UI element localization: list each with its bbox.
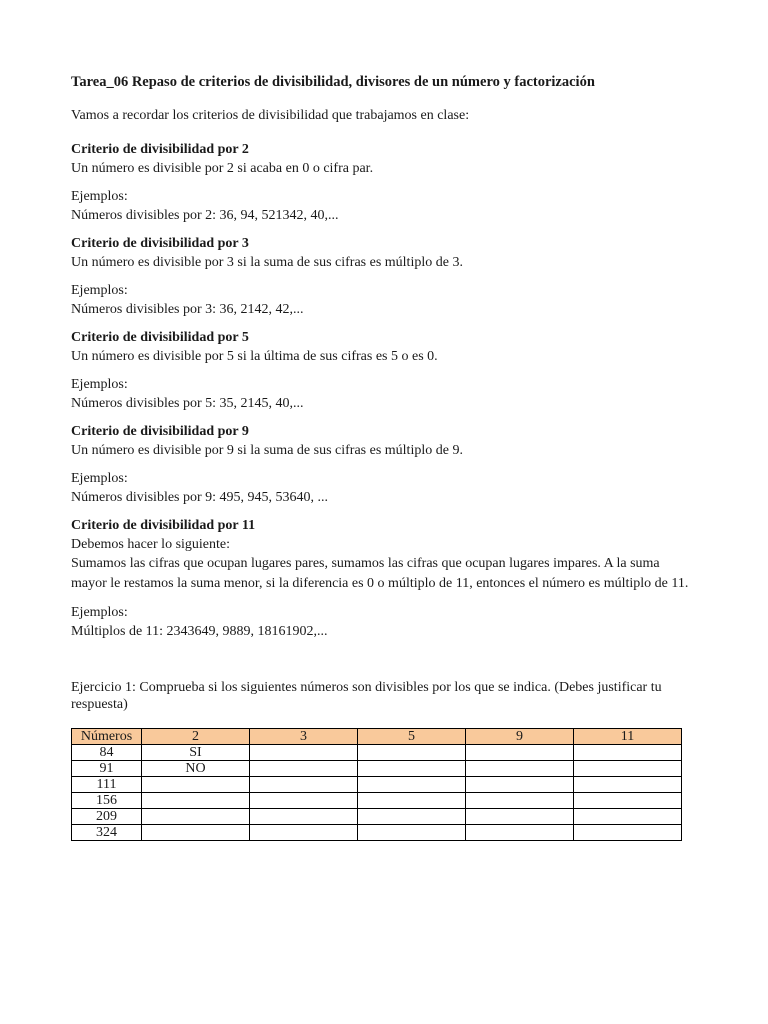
table-header-cell: 9 [466,729,574,745]
examples-list: Números divisibles por 5: 35, 2145, 40,... [71,396,304,411]
table-cell [250,777,358,793]
table-cell [250,761,358,777]
criterion-3 [71,234,696,319]
examples-label: Ejemplos: [71,471,128,486]
table-row [72,825,682,841]
criterion-rule-intro: Debemos hacer lo siguiente: [71,537,231,552]
criterion-9 [71,422,696,507]
table-row [72,793,682,809]
table-header-cell: 5 [358,729,466,745]
divisibility-table [71,728,682,841]
criterion-11 [71,516,696,641]
table-cell [358,745,466,761]
table-header-cell: Números [72,729,142,745]
table-row [72,761,682,777]
table-row [72,777,682,793]
table-row [72,745,682,761]
table-cell: 209 [72,809,142,825]
table-cell [466,745,574,761]
criterion-heading: Criterio de divisibilidad por 3 [71,236,249,251]
table-cell [358,809,466,825]
table-cell [466,793,574,809]
document-body [71,72,696,641]
table-cell: NO [142,761,250,777]
table-cell [250,745,358,761]
table-header-row [72,729,682,745]
criterion-rule: Un número es divisible por 9 si la suma de sus cifras es múltiplo de 9. [71,443,463,458]
table-cell: 84 [72,745,142,761]
criterion-2 [71,140,696,225]
table-cell [574,777,682,793]
criterion-rule: Un número es divisible por 3 si la suma de sus cifras es múltiplo de 3. [71,255,463,270]
table-cell [466,761,574,777]
criterion-heading: Criterio de divisibilidad por 5 [71,330,249,345]
table-cell [250,793,358,809]
criterion-heading: Criterio de divisibilidad por 2 [71,142,249,157]
table-cell [466,809,574,825]
table-cell [358,761,466,777]
table-cell [358,793,466,809]
examples-list: Números divisibles por 2: 36, 94, 521342, 40,... [71,208,339,223]
criterion-heading: Criterio de divisibilidad por 11 [71,518,256,533]
criterion-rule: Un número es divisible por 5 si la última de sus cifras es 5 o es 0. [71,349,438,364]
criterion-rule: Sumamos las cifras que ocupan lugares pares, sumamos las cifras que ocupan lugares impares. A la suma mayor le restamos la suma menor, si la diferencia es 0 o múltiplo de 11, entonces el número es múltiplo de 11. [71,556,689,591]
table-cell [358,825,466,841]
table-cell [466,825,574,841]
table-cell [142,825,250,841]
table-header-cell: 3 [250,729,358,745]
table-cell [574,825,682,841]
table-cell: SI [142,745,250,761]
document-title: Tarea_06 Repaso de criterios de divisibilidad, divisores de un número y factorización [71,74,595,90]
table-cell [142,777,250,793]
examples-label: Ejemplos: [71,283,128,298]
exercise-statement: Ejercicio 1: Comprueba si los siguientes números son divisibles por los que se indica. (Debes justificar tu respuesta) [71,680,662,712]
table-cell [466,777,574,793]
table-cell [574,809,682,825]
table-cell [574,745,682,761]
table-row [72,809,682,825]
examples-list: Múltiplos de 11: 2343649, 9889, 18161902,... [71,624,328,639]
criterion-5 [71,328,696,413]
table-cell [250,809,358,825]
table-cell: 91 [72,761,142,777]
table-header-cell: 2 [142,729,250,745]
table-cell [250,825,358,841]
criterion-rule: Un número es divisible por 2 si acaba en 0 o cifra par. [71,161,374,176]
intro-text: Vamos a recordar los criterios de divisibilidad que trabajamos en clase: [71,108,470,123]
table-cell: 156 [72,793,142,809]
table-cell [358,777,466,793]
table-cell [142,793,250,809]
table-cell [574,793,682,809]
examples-label: Ejemplos: [71,377,128,392]
criterion-heading: Criterio de divisibilidad por 9 [71,424,249,439]
examples-list: Números divisibles por 9: 495, 945, 53640, ... [71,490,329,505]
examples-list: Números divisibles por 3: 36, 2142, 42,... [71,302,304,317]
table-header-cell: 11 [574,729,682,745]
examples-label: Ejemplos: [71,189,128,204]
table-cell [574,761,682,777]
table-cell: 111 [72,777,142,793]
examples-label: Ejemplos: [71,605,128,620]
table-cell: 324 [72,825,142,841]
table-cell [142,809,250,825]
